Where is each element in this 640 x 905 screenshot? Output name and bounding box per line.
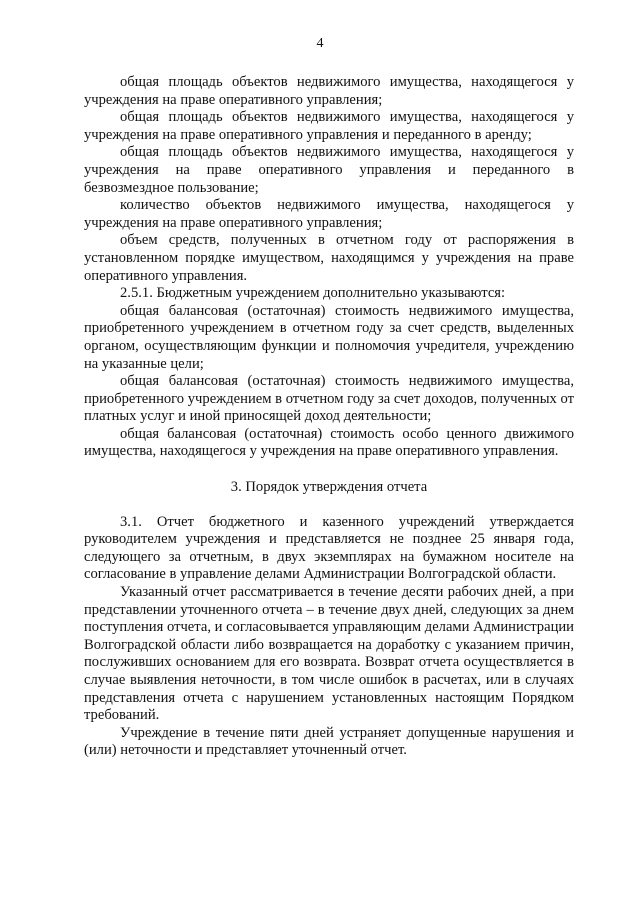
- paragraph: количество объектов недвижимого имущества, находящегося у учреждения на праве оперативного управления;: [84, 197, 574, 231]
- section-2-continuation: [84, 74, 574, 461]
- paragraph: общая площадь объектов недвижимого имущества, находящегося у учреждения на праве оперативного управления и переданного в аренду;: [84, 109, 574, 143]
- page-number: 4: [316, 36, 324, 51]
- section-3-heading-wrap: [84, 479, 574, 497]
- section-3: [84, 514, 574, 760]
- paragraph: общая балансовая (остаточная) стоимость особо ценного движимого имущества, находящегося у учреждения на праве оперативного управления.: [84, 425, 574, 460]
- section-heading: 3. Порядок утверждения отчета: [230, 479, 428, 496]
- paragraph: 2.5.1. Бюджетным учреждением дополнительно указываются:: [120, 285, 506, 302]
- paragraph: объем средств, полученных в отчетном году от распоряжения в установленном порядке имуществом, находящимся у учреждения на праве оперативного управления.: [84, 232, 574, 284]
- paragraph: общая площадь объектов недвижимого имущества, находящегося у учреждения на праве оперативного управления;: [84, 74, 574, 108]
- paragraph: Учреждение в течение пяти дней устраняет допущенные нарушения и (или) неточности и представляет уточненный отчет.: [84, 724, 574, 759]
- paragraph: общая балансовая (остаточная) стоимость недвижимого имущества, приобретенного учреждением в отчетном году за счет средств, выделенных органом, осуществляющим функции и полномочия учредителя, учреждению на указанные цели;: [84, 302, 574, 372]
- paragraph: общая балансовая (остаточная) стоимость недвижимого имущества, приобретенного учреждением в отчетном году за счет доходов, полученных от платных услуг и иной приносящей доход деятельности;: [84, 373, 574, 425]
- document-body: [84, 74, 574, 760]
- paragraph: 3.1. Отчет бюджетного и казенного учреждений утверждается руководителем учреждения и представляется не позднее 25 января года, следующего за отчетным, в двух экземплярах на бумажном носителе на согласование в управление делами Администрации Волгоградской области.: [84, 513, 574, 583]
- paragraph: Указанный отчет рассматривается в течение десяти рабочих дней, а при представлении уточненного отчета – в течение двух дней, следующих за днем поступления отчета, и согласовывается управляющим делами Администрации Волгоградской области либо возвращается на доработку с указанием причин, послуживших основанием для его возврата. Возврат отчета осуществляется в случае выявления неточности, в том числе ошибок в расчетах, или в случаях представления отчета с нарушением установленных настоящим Порядком требований.: [84, 584, 574, 724]
- paragraph: общая площадь объектов недвижимого имущества, находящегося у учреждения на праве оперативного управления и переданного в безвозмездное пользование;: [84, 144, 574, 196]
